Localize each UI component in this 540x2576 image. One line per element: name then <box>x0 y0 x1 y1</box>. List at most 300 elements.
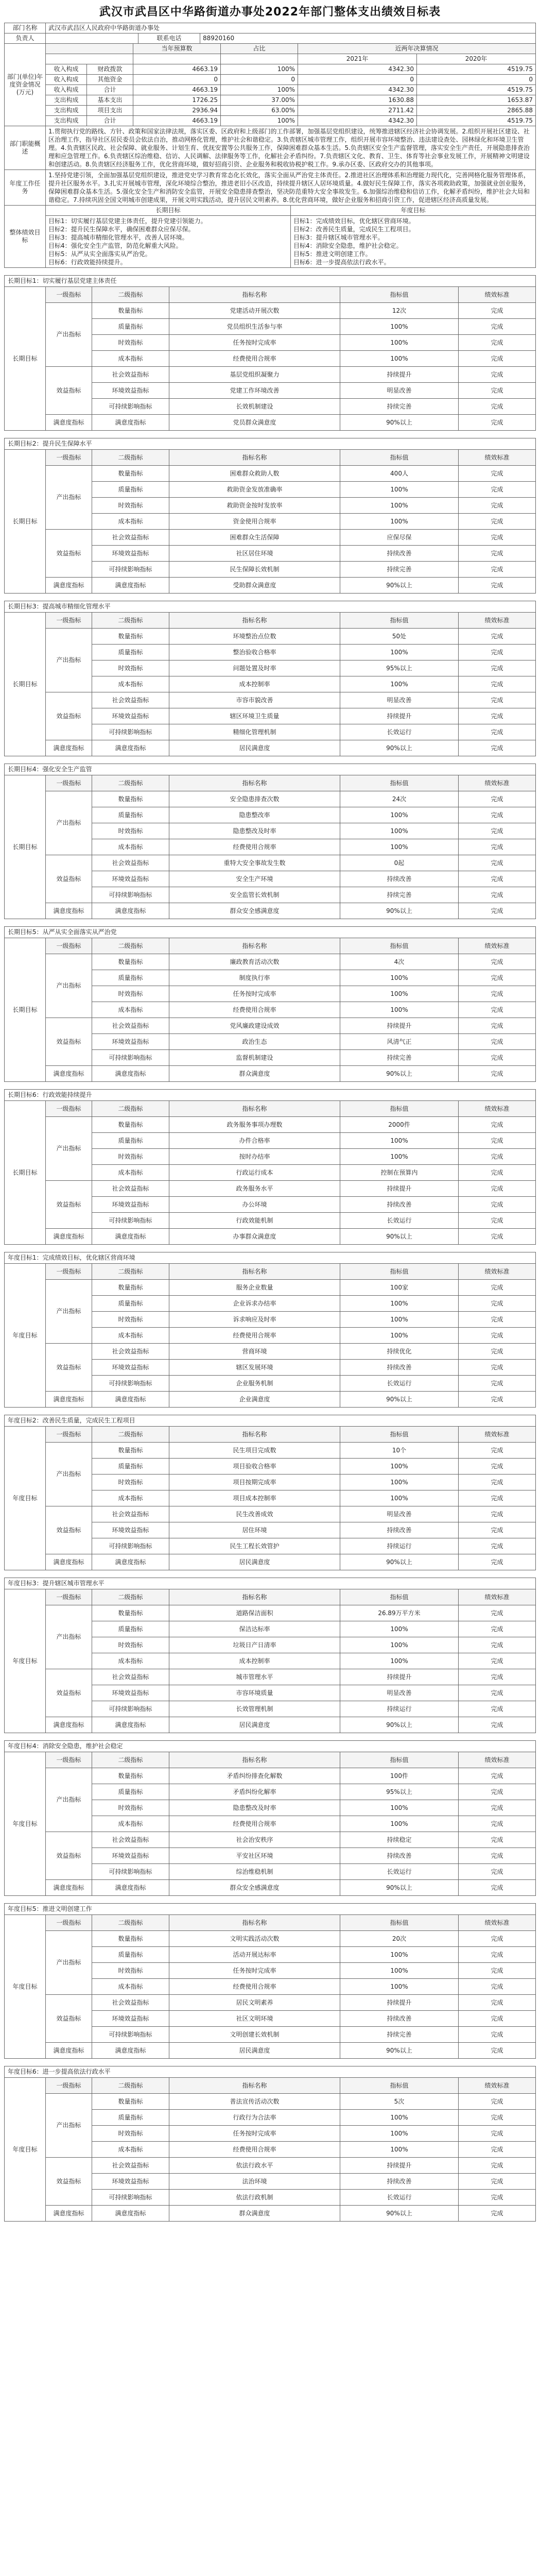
indicator-name: 居民满意度 <box>169 2043 340 2059</box>
indicator-standard: 完成 <box>459 2142 536 2158</box>
indicator-name: 任务按时完成率 <box>169 986 340 1002</box>
indicator-dim2: 成本指标 <box>92 1328 169 1344</box>
indicator-name: 矛盾纠纷化解率 <box>169 1784 340 1800</box>
indicator-name: 安全隐患排查次数 <box>169 791 340 807</box>
indicator-value: 90%以上 <box>340 2206 459 2222</box>
indicator-dim1: 效益指标 <box>46 1344 92 1392</box>
long-term-goal-item: 目标6：行政效能持续提升。 <box>48 259 127 266</box>
contact-label: 负责人 <box>5 33 46 44</box>
budget-current: 1726.25 <box>133 95 221 106</box>
indicator-value: 持续提升 <box>340 367 459 383</box>
header-standard: 绩效标准 <box>459 1427 536 1443</box>
indicator-value: 100% <box>340 676 459 692</box>
indicator-dim2: 环境效益指标 <box>92 2174 169 2190</box>
indicator-row <box>92 1149 536 1165</box>
target-kind-label: 长期目标 <box>5 938 46 1082</box>
indicator-dim2: 可持续影响指标 <box>92 1701 169 1717</box>
indicator-row <box>92 791 536 807</box>
indicator-body <box>46 2078 536 2222</box>
indicator-name: 基层党组织凝聚力 <box>169 367 340 383</box>
target-kind-label: 长期目标 <box>5 287 46 431</box>
indicator-table <box>4 1914 536 2059</box>
indicator-row <box>92 399 536 415</box>
annual-goal-item: 目标6：进一步提高依法行政水平。 <box>293 259 390 266</box>
indicator-dim1: 效益指标 <box>46 1669 92 1717</box>
indicator-standard: 完成 <box>459 1637 536 1653</box>
indicator-row <box>92 724 536 740</box>
target-group <box>4 1089 536 1245</box>
budget-row <box>46 64 536 75</box>
header-dim1: 一级指标 <box>46 1264 92 1280</box>
indicator-row <box>92 351 536 367</box>
indicator-standard: 完成 <box>459 1685 536 1701</box>
header-name: 指标名称 <box>169 775 340 791</box>
indicator-standard: 完成 <box>459 367 536 383</box>
target-kind-label: 长期目标 <box>5 613 46 756</box>
indicator-row <box>92 383 536 399</box>
indicator-row <box>92 1554 536 1570</box>
budget-2020: 0 <box>417 75 536 85</box>
indicator-dim2: 时效指标 <box>92 986 169 1002</box>
indicator-value: 100% <box>340 1637 459 1653</box>
indicator-dim2: 成本指标 <box>92 2142 169 2158</box>
indicator-standard: 完成 <box>459 498 536 514</box>
indicator-value: 100% <box>340 1328 459 1344</box>
indicator-standard: 完成 <box>459 1360 536 1376</box>
indicator-row <box>92 1717 536 1733</box>
indicator-dim2: 数量指标 <box>92 1605 169 1621</box>
indicator-standard: 完成 <box>459 1816 536 1832</box>
indicator-name: 政治生态 <box>169 1034 340 1050</box>
indicator-standard: 完成 <box>459 2011 536 2027</box>
indicator-dim1: 满意度指标 <box>46 1392 92 1408</box>
indicator-value: 100% <box>340 839 459 855</box>
indicator-row <box>92 1653 536 1669</box>
indicator-row <box>92 1621 536 1637</box>
indicator-header-row <box>46 1427 536 1443</box>
target-group <box>4 1415 536 1570</box>
indicator-row <box>92 1475 536 1490</box>
indicator-dim2: 数量指标 <box>92 954 169 970</box>
indicator-name: 制度执行率 <box>169 970 340 986</box>
indicator-value: 26.89万平方米 <box>340 1605 459 1621</box>
indicator-name: 诉求响应及时率 <box>169 1312 340 1328</box>
budget-group: 支出构成 <box>46 95 87 106</box>
indicator-dim2: 成本指标 <box>92 1979 169 1995</box>
indicator-standard: 完成 <box>459 1280 536 1296</box>
dept-value: 武汉市武昌区人民政府中华路街道办事处 <box>46 23 536 33</box>
indicator-standard: 完成 <box>459 466 536 482</box>
indicator-standard: 完成 <box>459 1848 536 1864</box>
header-dim1: 一级指标 <box>46 2078 92 2094</box>
target-group <box>4 2066 536 2222</box>
indicator-standard: 完成 <box>459 903 536 919</box>
indicator-dim2: 满意度指标 <box>92 415 169 431</box>
indicator-row <box>92 645 536 660</box>
indicator-value: 0起 <box>340 855 459 871</box>
dept-label: 部门名称 <box>5 23 46 33</box>
long-term-goal-item: 目标4：强化安全生产监管，防范化解重大风险。 <box>48 242 182 249</box>
budget-subheader-row <box>46 54 536 64</box>
indicator-name: 营商环境 <box>169 1344 340 1360</box>
indicator-dim2: 环境效益指标 <box>92 708 169 724</box>
duties-text: 1.贯彻执行党的路线、方针、政策和国家法律法规，落实区委、区政府和上级部门的工作部署，加强基层党组织建设，统筹推进辖区经济社会协调发展。2.组织开展社区建设、社区治理工作，指导社区居民委员会依法自治，推动网格化管理，维护社会和谐稳定。3.负责辖区城市管理工作，组织开展市容环境整治、违法建设查处、园林绿化和环境卫生管理。4.负责辖区民政、社会保障、就业服务、计划生育、优抚安置等公共服务工作，保障困难群众基本生活。5.负责辖区安全生产监督管理，落实安全生产责任，开展隐患排查治理和应急管理工作。6.负责辖区综治维稳、信访、人民调解、法律服务等工作，化解社会矛盾纠纷。7.负责辖区文化、教育、卫生、体育等社会事业发展工作，开展精神文明建设和创建活动。8.负责辖区经济服务工作，优化营商环境，做好招商引资、企业服务和税收协税护税工作。9.承办区委、区政府交办的其他事项。 <box>46 126 536 170</box>
indicator-row <box>92 1066 536 1082</box>
budget-group: 收入构成 <box>46 85 87 95</box>
indicator-standard: 完成 <box>459 2126 536 2142</box>
indicator-value: 100% <box>340 1459 459 1475</box>
indicator-row <box>92 1133 536 1149</box>
duties-label: 部门职能概述 <box>5 126 46 170</box>
indicator-dim2: 时效指标 <box>92 660 169 676</box>
indicator-name: 经费使用合规率 <box>169 351 340 367</box>
indicator-value: 长效运行 <box>340 1376 459 1392</box>
indicator-dim1: 产出指标 <box>46 791 92 855</box>
indicator-name: 党风廉政建设成效 <box>169 1018 340 1034</box>
indicator-value: 100% <box>340 351 459 367</box>
indicator-standard: 完成 <box>459 399 536 415</box>
indicator-row <box>92 887 536 903</box>
indicator-name: 监督机制建设 <box>169 1050 340 1066</box>
indicator-row <box>92 1360 536 1376</box>
indicator-dim2: 环境效益指标 <box>92 546 169 562</box>
indicator-dim2: 社会效益指标 <box>92 855 169 871</box>
col-2021: 2021年 <box>298 54 417 64</box>
indicator-row <box>92 1459 536 1475</box>
header-name: 指标名称 <box>169 613 340 629</box>
indicator-standard: 完成 <box>459 303 536 319</box>
indicator-row <box>92 676 536 692</box>
indicator-dim2: 质量指标 <box>92 1459 169 1475</box>
indicator-name: 企业满意度 <box>169 1392 340 1408</box>
indicator-value: 90%以上 <box>340 2043 459 2059</box>
indicator-dim2: 数量指标 <box>92 791 169 807</box>
indicator-header-row <box>46 1752 536 1768</box>
indicator-dim2: 数量指标 <box>92 303 169 319</box>
indicator-value: 100% <box>340 1149 459 1165</box>
indicator-dim-group <box>46 1506 536 1554</box>
budget-ratio: 37.00% <box>221 95 298 106</box>
indicator-standard: 完成 <box>459 530 536 546</box>
indicator-dim2: 数量指标 <box>92 1117 169 1133</box>
indicator-row <box>92 1701 536 1717</box>
indicator-dim2: 时效指标 <box>92 1149 169 1165</box>
indicator-value: 100% <box>340 807 459 823</box>
header-dim2: 二级指标 <box>92 1915 169 1931</box>
budget-body <box>46 44 536 126</box>
indicator-dim-group <box>46 1995 536 2043</box>
budget-2020: 4519.75 <box>417 85 536 95</box>
indicator-value: 长效运行 <box>340 1213 459 1229</box>
budget-row <box>46 106 536 116</box>
indicator-value: 持续提升 <box>340 1669 459 1685</box>
target-kind-label: 年度目标 <box>5 1264 46 1408</box>
header-value: 指标值 <box>340 1752 459 1768</box>
annual-goal-item: 目标2：改善民生质量，完成民生工程项目。 <box>293 226 415 233</box>
indicator-row <box>92 1522 536 1538</box>
indicator-name: 成本控制率 <box>169 1653 340 1669</box>
indicator-dim2: 数量指标 <box>92 1280 169 1296</box>
indicator-dim2: 社会效益指标 <box>92 1018 169 1034</box>
indicator-dim2: 社会效益指标 <box>92 1832 169 1848</box>
indicator-dim2: 满意度指标 <box>92 1717 169 1733</box>
indicator-value: 100% <box>340 514 459 530</box>
indicator-header-row <box>46 775 536 791</box>
indicator-dim2: 成本指标 <box>92 1165 169 1181</box>
annual-goal-item: 目标5：推进文明创建工作。 <box>293 250 372 258</box>
indicator-dim-group <box>46 1181 536 1229</box>
budget-item-name: 合计 <box>87 116 133 126</box>
indicator-dim2: 满意度指标 <box>92 1554 169 1570</box>
indicator-dim2: 时效指标 <box>92 1800 169 1816</box>
indicator-standard: 完成 <box>459 740 536 756</box>
target-group <box>4 275 536 431</box>
indicator-value: 持续提升 <box>340 1181 459 1197</box>
indicator-row <box>92 1880 536 1896</box>
budget-2020: 1653.87 <box>417 95 536 106</box>
indicator-dim2: 成本指标 <box>92 1490 169 1506</box>
header-dim1: 一级指标 <box>46 938 92 954</box>
budget-ratio: 63.00% <box>221 106 298 116</box>
header-value: 指标值 <box>340 1427 459 1443</box>
indicator-dim2: 可持续影响指标 <box>92 1213 169 1229</box>
indicator-name: 群众满意度 <box>169 1066 340 1082</box>
header-standard: 绩效标准 <box>459 2078 536 2094</box>
indicator-dim1: 效益指标 <box>46 367 92 415</box>
indicator-row <box>92 1443 536 1459</box>
target-groups <box>4 275 536 2222</box>
indicator-dim2: 环境效益指标 <box>92 1034 169 1050</box>
indicator-value: 100% <box>340 2110 459 2126</box>
indicator-row <box>92 1165 536 1181</box>
indicator-name: 辖区环境卫生质量 <box>169 708 340 724</box>
indicator-row <box>92 1768 536 1784</box>
indicator-standard: 完成 <box>459 807 536 823</box>
indicator-value: 90%以上 <box>340 1229 459 1245</box>
indicator-header-row <box>46 450 536 466</box>
indicator-standard: 完成 <box>459 2206 536 2222</box>
header-name: 指标名称 <box>169 1752 340 1768</box>
budget-2021: 4342.30 <box>298 116 417 126</box>
indicator-standard: 完成 <box>459 1880 536 1896</box>
indicator-value: 应保尽保 <box>340 530 459 546</box>
indicator-value: 持续改善 <box>340 1360 459 1376</box>
indicator-row <box>92 629 536 645</box>
indicator-body <box>46 1589 536 1733</box>
indicator-name: 综治维稳机制 <box>169 1864 340 1880</box>
tasks-row <box>5 170 536 206</box>
indicator-value: 持续改善 <box>340 2011 459 2027</box>
indicator-dim2: 环境效益指标 <box>92 1197 169 1213</box>
annual-goal-item: 目标4：消除安全隐患，维护社会稳定。 <box>293 242 403 249</box>
indicator-name: 行政运行成本 <box>169 1165 340 1181</box>
indicator-standard: 完成 <box>459 2043 536 2059</box>
indicator-value: 100% <box>340 1979 459 1995</box>
indicator-standard: 完成 <box>459 1229 536 1245</box>
indicator-value: 90%以上 <box>340 1392 459 1408</box>
long-term-goal-item: 目标3：提高城市精细化管理水平，改善人居环境。 <box>48 234 188 241</box>
indicator-row <box>92 1376 536 1392</box>
col-2020: 2020年 <box>417 54 536 64</box>
indicator-dim2: 可持续影响指标 <box>92 1864 169 1880</box>
indicator-dim-group <box>46 954 536 1018</box>
indicator-row <box>92 2043 536 2059</box>
budget-group: 收入构成 <box>46 64 87 75</box>
indicator-dim2: 时效指标 <box>92 1312 169 1328</box>
indicator-value: 100% <box>340 1475 459 1490</box>
budget-ratio: 100% <box>221 116 298 126</box>
indicator-name: 企业诉求办结率 <box>169 1296 340 1312</box>
indicator-row <box>92 2174 536 2190</box>
indicator-name: 困难群众救助人数 <box>169 466 340 482</box>
indicator-value: 100% <box>340 335 459 351</box>
indicator-row <box>92 2126 536 2142</box>
indicator-dim1: 满意度指标 <box>46 740 92 756</box>
indicator-row <box>92 740 536 756</box>
indicator-value: 持续改善 <box>340 1197 459 1213</box>
indicator-row <box>92 546 536 562</box>
indicator-name: 经费使用合规率 <box>169 1816 340 1832</box>
indicator-standard: 完成 <box>459 954 536 970</box>
indicator-name: 精细化管理机制 <box>169 724 340 740</box>
indicator-row <box>92 1296 536 1312</box>
indicator-dim-group <box>46 415 536 431</box>
indicator-dim1: 满意度指标 <box>46 2043 92 2059</box>
indicator-dim-group <box>46 1554 536 1570</box>
indicator-dim2: 时效指标 <box>92 2126 169 2142</box>
indicator-name: 办件合格率 <box>169 1133 340 1149</box>
indicator-dim2: 成本指标 <box>92 1816 169 1832</box>
indicator-row <box>92 839 536 855</box>
indicator-row <box>92 1947 536 1963</box>
indicator-name: 办公环境 <box>169 1197 340 1213</box>
indicator-standard: 完成 <box>459 645 536 660</box>
indicator-standard: 完成 <box>459 1522 536 1538</box>
indicator-row <box>92 2158 536 2174</box>
indicator-name: 矛盾纠纷排查化解数 <box>169 1768 340 1784</box>
indicator-name: 居住环境 <box>169 1522 340 1538</box>
indicator-name: 保洁达标率 <box>169 1621 340 1637</box>
indicator-dim2: 环境效益指标 <box>92 871 169 887</box>
indicator-body <box>46 938 536 1082</box>
indicator-value: 90%以上 <box>340 740 459 756</box>
indicator-row <box>92 692 536 708</box>
indicator-dim-group <box>46 466 536 530</box>
header-table <box>4 23 536 44</box>
target-kind-label: 年度目标 <box>5 1427 46 1570</box>
indicator-body <box>46 1264 536 1408</box>
indicator-name: 安全生产环境 <box>169 871 340 887</box>
indicator-standard: 完成 <box>459 1181 536 1197</box>
indicator-row <box>92 1050 536 1066</box>
indicator-value: 长效运行 <box>340 2190 459 2206</box>
header-standard: 绩效标准 <box>459 1264 536 1280</box>
indicator-row <box>92 1018 536 1034</box>
indicator-body <box>46 287 536 431</box>
indicator-dim2: 可持续影响指标 <box>92 1050 169 1066</box>
indicator-standard: 完成 <box>459 629 536 645</box>
long-term-goal-item: 目标5：从严从实全面落实从严治党。 <box>48 250 151 258</box>
header-dim2: 二级指标 <box>92 1427 169 1443</box>
target-group-title: 长期目标3：提高城市精细化管理水平 <box>4 601 536 612</box>
indicator-row <box>92 1002 536 1018</box>
indicator-row <box>92 1213 536 1229</box>
indicator-value: 持续运行 <box>340 1538 459 1554</box>
indicator-dim2: 数量指标 <box>92 466 169 482</box>
indicator-row <box>92 823 536 839</box>
indicator-body <box>46 1101 536 1245</box>
header-dim1: 一级指标 <box>46 450 92 466</box>
indicator-row <box>92 1685 536 1701</box>
target-group-title: 年度目标4：消除安全隐患，维护社会稳定 <box>4 1740 536 1752</box>
budget-2021: 4342.30 <box>298 85 417 95</box>
target-group <box>4 1903 536 2059</box>
header-name: 指标名称 <box>169 1101 340 1117</box>
header-value: 指标值 <box>340 938 459 954</box>
indicator-name: 整治验收合格率 <box>169 645 340 660</box>
indicator-row <box>92 986 536 1002</box>
indicator-value: 持续提升 <box>340 1995 459 2011</box>
header-standard: 绩效标准 <box>459 1589 536 1605</box>
target-group-title: 长期目标4：强化安全生产监管 <box>4 764 536 775</box>
indicator-row <box>92 1979 536 1995</box>
header-row-dept <box>5 23 536 33</box>
budget-row <box>46 85 536 95</box>
target-group <box>4 1578 536 1733</box>
indicator-value: 持续提升 <box>340 708 459 724</box>
target-group <box>4 926 536 1082</box>
indicator-dim2: 可持续影响指标 <box>92 562 169 578</box>
indicator-header-row <box>46 613 536 629</box>
budget-row <box>46 116 536 126</box>
indicator-name: 行政效能机制 <box>169 1213 340 1229</box>
indicator-name: 成本控制率 <box>169 676 340 692</box>
indicator-row <box>92 1832 536 1848</box>
indicator-name: 道路保洁面积 <box>169 1605 340 1621</box>
indicator-dim-group <box>46 1832 536 1880</box>
indicator-dim1: 产出指标 <box>46 1768 92 1832</box>
indicator-dim2: 满意度指标 <box>92 1392 169 1408</box>
indicator-dim2: 可持续影响指标 <box>92 2027 169 2043</box>
indicator-row <box>92 2110 536 2126</box>
indicator-value: 持续改善 <box>340 546 459 562</box>
long-term-goals <box>46 206 291 267</box>
target-group <box>4 1252 536 1408</box>
indicator-standard: 完成 <box>459 319 536 335</box>
indicator-standard: 完成 <box>459 791 536 807</box>
indicator-dim2: 满意度指标 <box>92 2206 169 2222</box>
budget-item-name: 其他资金 <box>87 75 133 85</box>
header-dim2: 二级指标 <box>92 287 169 303</box>
target-group-title: 年度目标5：推进文明创建工作 <box>4 1903 536 1914</box>
header-standard: 绩效标准 <box>459 1101 536 1117</box>
indicator-name: 廉政教育活动次数 <box>169 954 340 970</box>
target-group <box>4 1740 536 1896</box>
indicator-standard: 完成 <box>459 692 536 708</box>
indicator-value: 100% <box>340 482 459 498</box>
indicator-standard: 完成 <box>459 1669 536 1685</box>
indicator-row <box>92 970 536 986</box>
phone-value: 88920160 <box>200 33 536 44</box>
indicator-value: 100% <box>340 986 459 1002</box>
indicator-value: 风清气正 <box>340 1034 459 1050</box>
indicator-name: 安全监管长效机制 <box>169 887 340 903</box>
indicator-value: 持续提升 <box>340 1018 459 1034</box>
indicator-table <box>4 612 536 756</box>
indicator-dim2: 时效指标 <box>92 498 169 514</box>
indicator-dim2: 社会效益指标 <box>92 1995 169 2011</box>
indicator-value: 100% <box>340 319 459 335</box>
